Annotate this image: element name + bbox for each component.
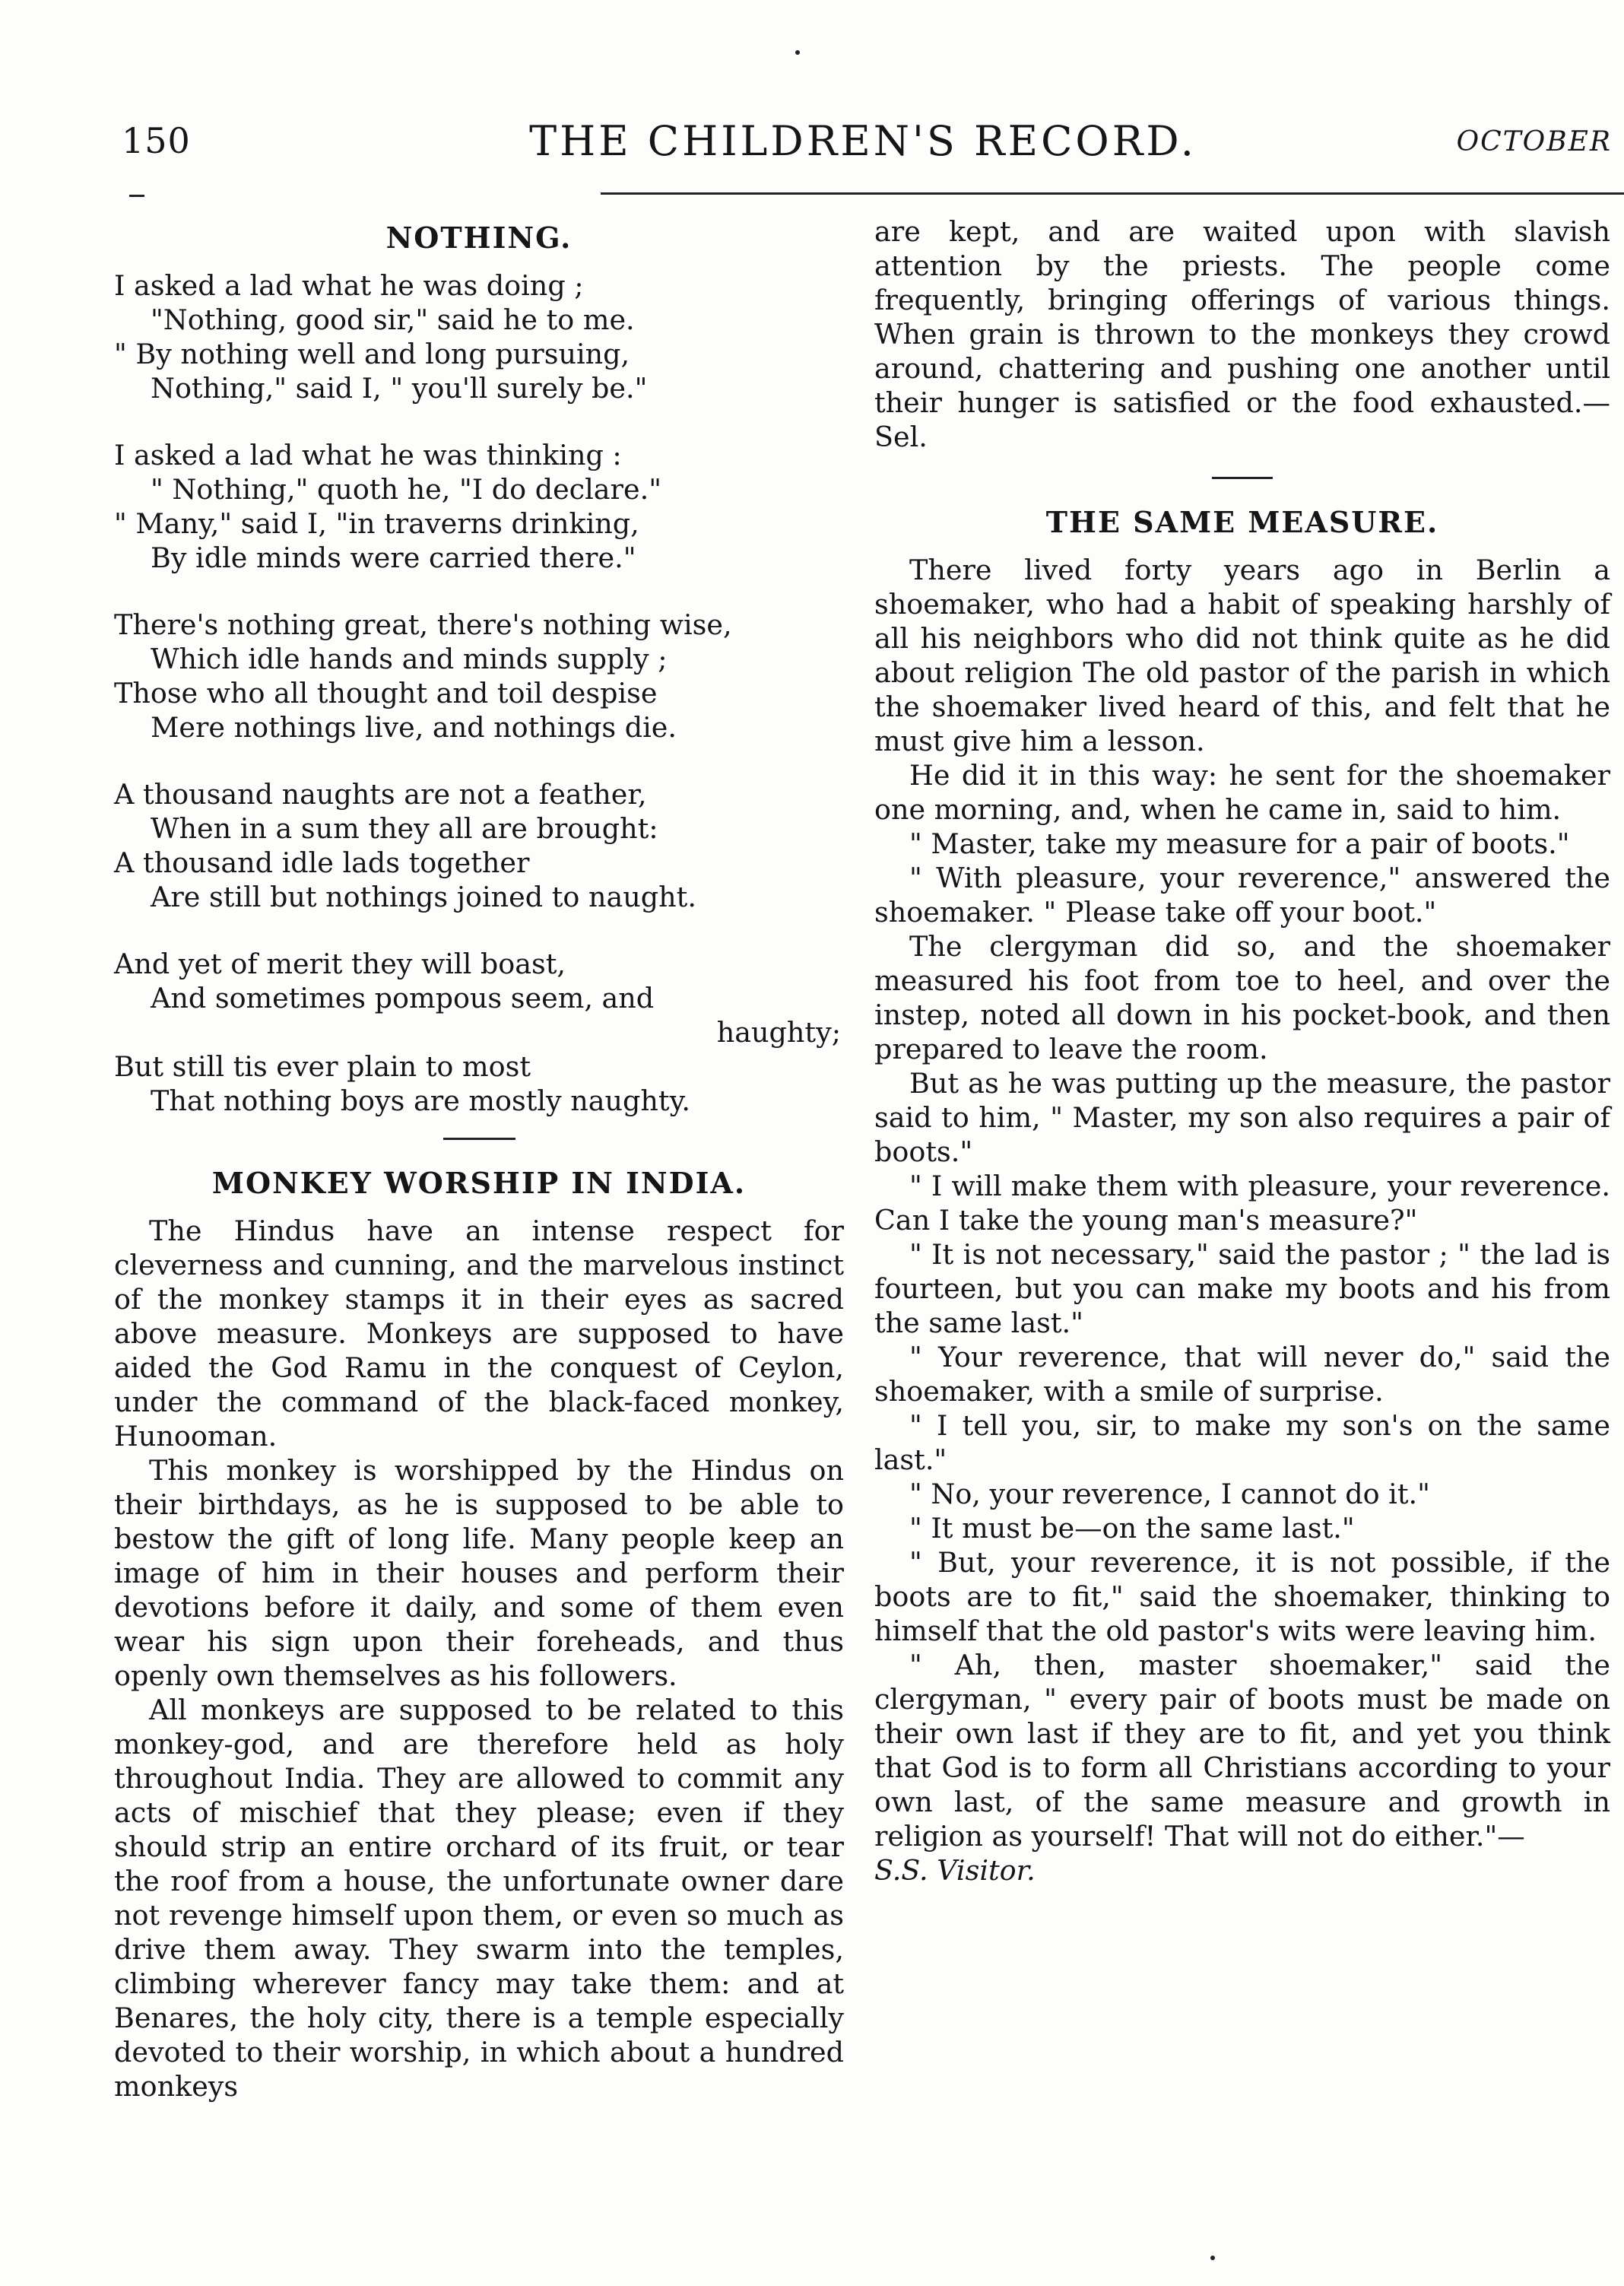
poem-line: "Nothing, good sir," said he to me. xyxy=(151,303,635,336)
article-paragraph: He did it in this way: he sent for the shoemaker one morning, and, when he came in, said to him. xyxy=(874,759,1610,826)
article-paragraph: This monkey is worshipped by the Hindus on their birthdays, as he is supposed to be able to bestow the gift of long life. Many people keep an image of him in their houses and perform their devotions before it daily, and some of them even wear his sign upon their foreheads, and thus openly own themselves as his followers. xyxy=(114,1454,844,1692)
article-paragraph: " Your reverence, that will never do," said the shoemaker, with a smile of surprise. xyxy=(874,1341,1610,1408)
article-credit: S.S. Visitor. xyxy=(874,1854,1036,1887)
article-paragraph: All monkeys are supposed to be related to this monkey-god, and are therefore held as holy throughout India. They are allowed to commit any acts of mischief that they please; even if they should strip an entire orchard of its fruit, or tear the roof from a house, the unfortunate owner dare not revenge himself upon them, or even so much as drive them away. They swarm into the temples, climbing wherever fancy may take them: and at Benares, the holy city, there is a temple especially devoted to their worship, in which about a hundred monkeys xyxy=(114,1694,844,2103)
article-paragraph: The clergyman did so, and the shoemaker measured his foot from toe to heel, and over the instep, noted all down in his pocket-book, and then prepared to leave the room. xyxy=(874,930,1610,1065)
article-paragraph: " With pleasure, your reverence," answered the shoemaker. " Please take off your boot." xyxy=(874,862,1610,929)
poem-line: A thousand idle lads together xyxy=(114,846,530,879)
section-separator xyxy=(443,1138,515,1140)
poem-line: Nothing," said I, " you'll surely be." xyxy=(151,372,648,405)
poem-title: NOTHING. xyxy=(385,221,573,255)
poem-line: Those who all thought and toil despise xyxy=(114,677,658,710)
poem-line: " Nothing," quoth he, "I do declare." xyxy=(151,473,661,506)
article-paragraph: " Ah, then, master shoemaker," said the clergyman, " every pair of boots must be made on their own last if they are to fit, and yet you think that God is to form all Christians according to your own last, of the same measure and growth in religion as yourself! That will not do either."— xyxy=(874,1649,1610,1853)
poem-line: By idle minds were carried there." xyxy=(151,541,636,574)
poem-line: Mere nothings live, and nothings die. xyxy=(151,711,677,744)
poem-line: " By nothing well and long pursuing, xyxy=(114,338,630,370)
poem-line: And sometimes pompous seem, and xyxy=(151,982,655,1014)
page-number: 150 xyxy=(122,120,191,161)
poem-stanza xyxy=(114,947,844,1118)
left-column xyxy=(114,214,844,2103)
poem-stanza xyxy=(114,777,844,914)
poem-line: When in a sum they all are brought: xyxy=(151,812,658,845)
article-paragraph: " I tell you, sir, to make my son's on the same last." xyxy=(874,1409,1610,1476)
article-paragraph: are kept, and are waited upon with slavish attention by the priests. The people come frequently, bringing offerings of various things. When grain is thrown to the monkeys they crowd around, chattering and pushing one another until their hunger is satisfied or the food exhausted.—Sel. xyxy=(874,215,1610,453)
poem-stanza xyxy=(114,438,844,575)
poem-line: " Many," said I, "in traverns drinking, xyxy=(114,507,639,540)
header-dash xyxy=(129,195,144,197)
ink-speck xyxy=(1210,2256,1215,2260)
ink-speck xyxy=(795,50,800,55)
article-title: THE SAME MEASURE. xyxy=(1045,505,1439,539)
poem-line: I asked a lad what he was thinking : xyxy=(114,439,622,471)
article-paragraph: But as he was putting up the measure, the pastor said to him, " Master, my son also requires a pair of boots." xyxy=(874,1067,1610,1168)
article-paragraph: There lived forty years ago in Berlin a shoemaker, who had a habit of speaking harshly of all his neighbors who did not think quite as he did about religion The old pastor of the parish in which the shoemaker lived heard of this, and felt that he must give him a lesson. xyxy=(874,554,1610,757)
masthead-title: THE CHILDREN'S RECORD. xyxy=(529,117,1197,165)
article-paragraph: " I will make them with pleasure, your reverence. Can I take the young man's measure?" xyxy=(874,1170,1610,1237)
section-separator xyxy=(1212,477,1273,479)
poem-stanza xyxy=(114,268,844,405)
article-paragraph: " It is not necessary," said the pastor ; " the lad is fourteen, but you can make my boots and his from the same last." xyxy=(874,1238,1610,1339)
article-title: MONKEY WORSHIP IN INDIA. xyxy=(211,1166,747,1200)
poem-line: And yet of merit they will boast, xyxy=(114,948,566,980)
poem-line: A thousand naughts are not a feather, xyxy=(114,778,647,811)
article-paragraph: " But, your reverence, it is not possible, if the boots are to fit," said the shoemaker, thinking to himself that the old pastor's wits were leaving him. xyxy=(874,1546,1610,1647)
issue-month: OCTOBER xyxy=(1456,126,1612,157)
poem-line: That nothing boys are mostly naughty. xyxy=(151,1084,690,1117)
page-header xyxy=(114,117,1612,173)
poem-line: haughty; xyxy=(716,1016,841,1049)
article-paragraph: The Hindus have an intense respect for cleverness and cunning, and the marvelous instinct of the monkey stamps it in their eyes as sacred above measure. Monkeys are supposed to have aided the God Ramu in the conquest of Ceylon, under the command of the black-faced monkey, Hunooman. xyxy=(114,1214,844,1453)
poem-stanza xyxy=(114,608,844,745)
right-column xyxy=(874,214,1610,1888)
poem-line: I asked a lad what he was doing ; xyxy=(114,269,584,302)
poem-line: Which idle hands and minds supply ; xyxy=(151,643,668,675)
poem-line: Are still but nothings joined to naught. xyxy=(151,881,696,913)
header-rule xyxy=(601,192,1624,195)
article-paragraph: " It must be—on the same last." xyxy=(909,1512,1355,1545)
poem-line: But still tis ever plain to most xyxy=(114,1050,531,1083)
article-paragraph: " No, your reverence, I cannot do it." xyxy=(909,1478,1430,1510)
poem-line: There's nothing great, there's nothing wise, xyxy=(114,608,732,641)
article-paragraph: " Master, take my measure for a pair of boots." xyxy=(909,827,1570,860)
